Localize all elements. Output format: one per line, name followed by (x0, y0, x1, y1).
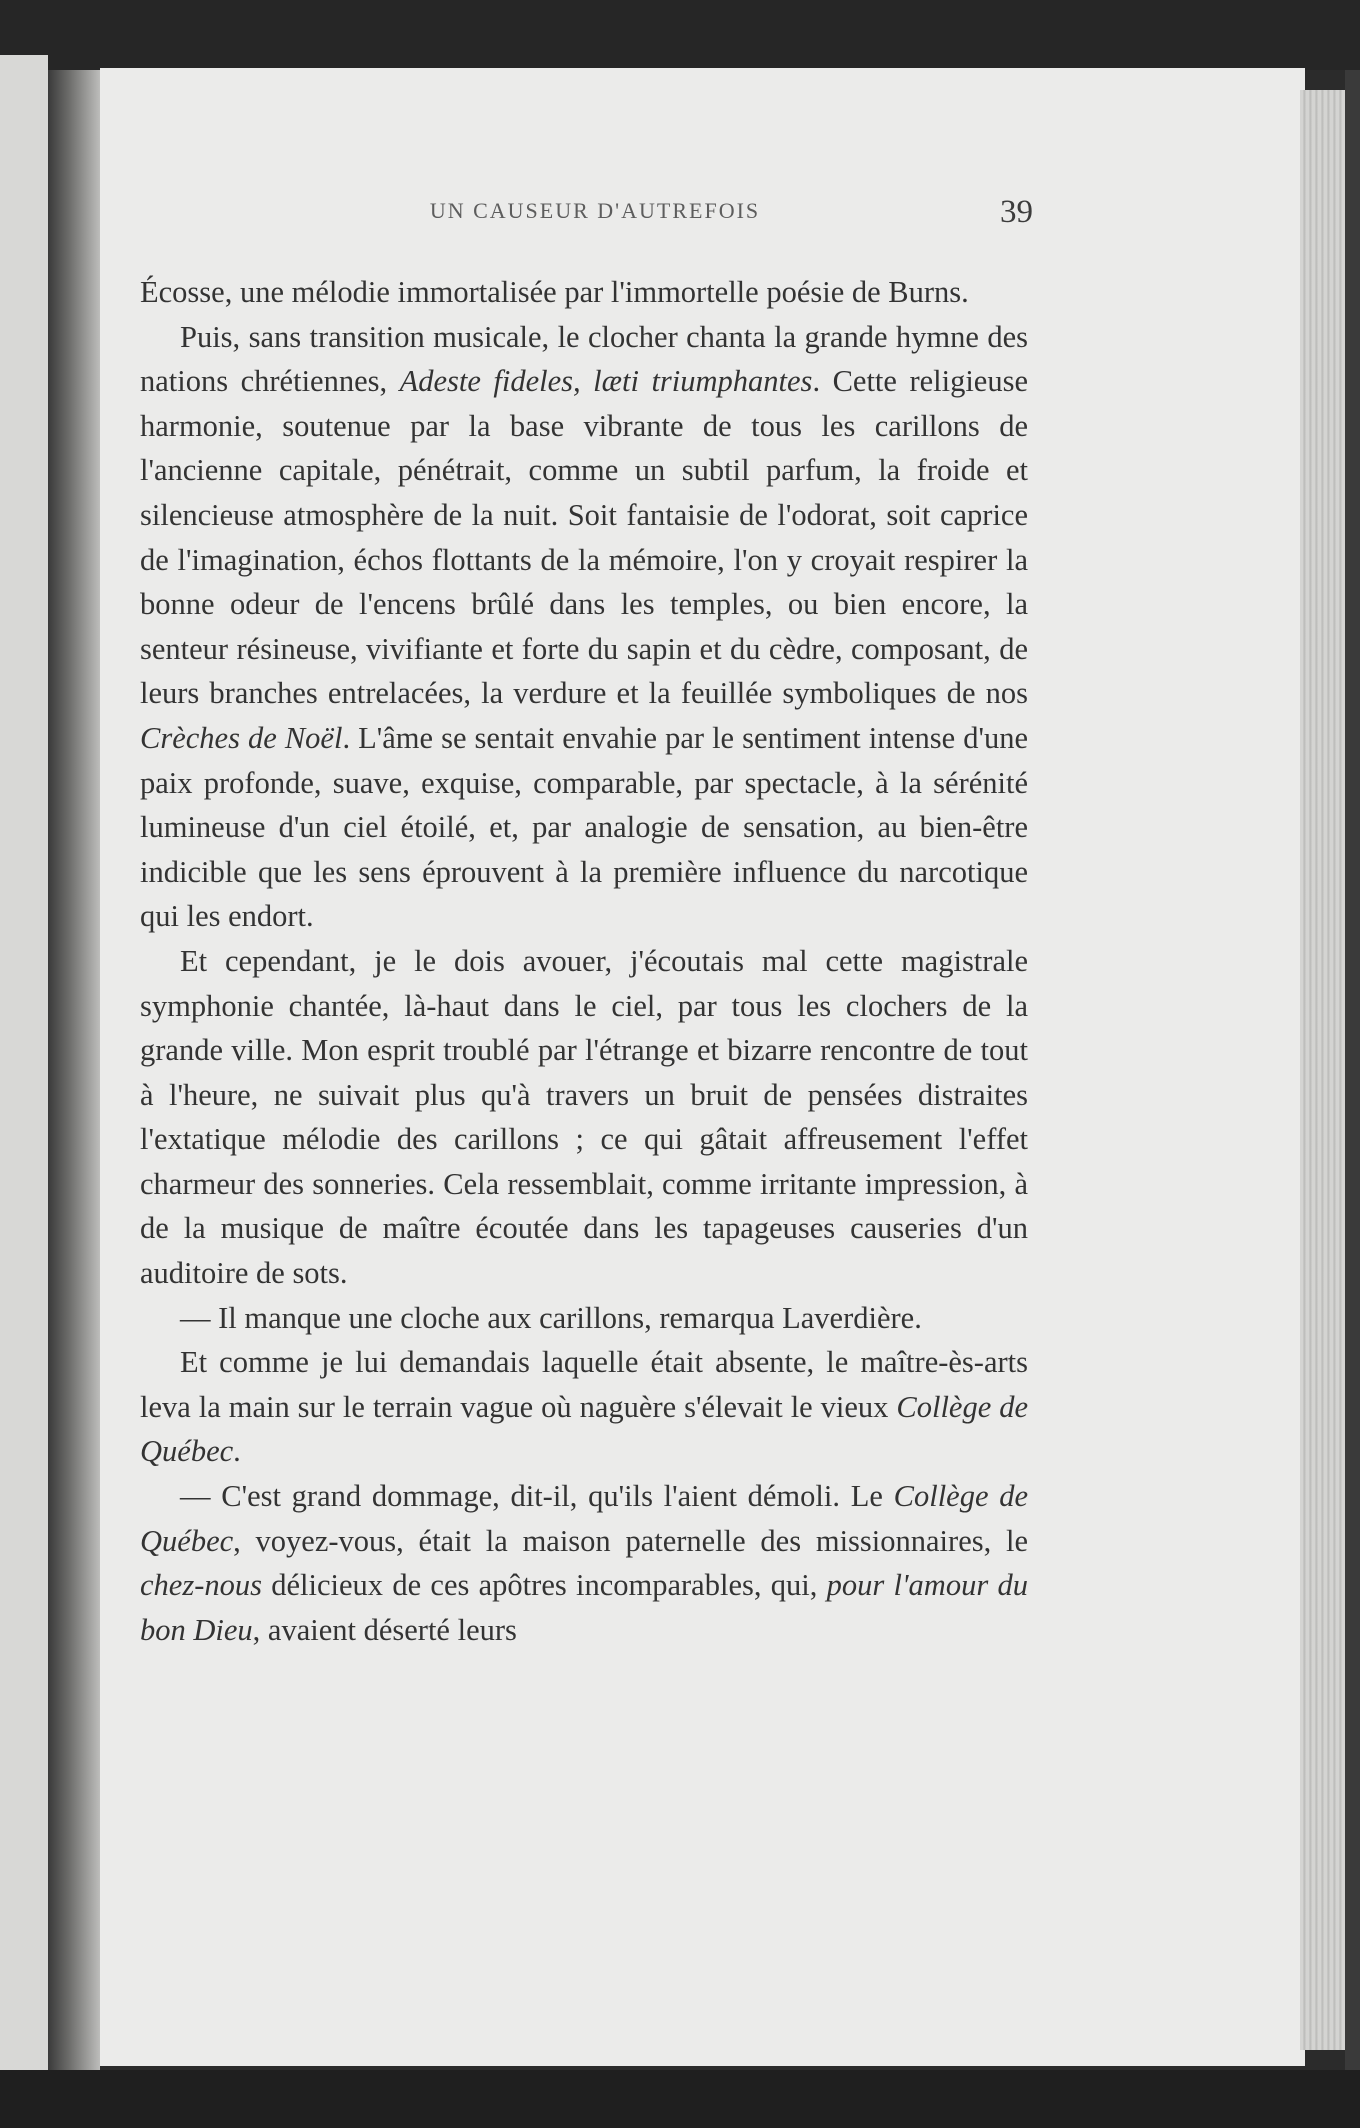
italic-creches: Crèches de Noël (140, 720, 343, 755)
italic-latin-hymn: Adeste fideles, læti triumphantes (399, 364, 813, 399)
scan-background-top (0, 0, 1360, 70)
scan-background-bottom (0, 2070, 1360, 2128)
paragraph-1: Écosse, une mélodie immortalisée par l'immortelle poésie de Burns. (140, 275, 969, 309)
book-gutter-shadow (48, 70, 100, 2070)
paragraph-3: Et cependant, je le dois avouer, j'écoutais mal cette magistrale symphonie chantée, là-haut dans le ciel, par tous les clochers de la grande ville. Mon esprit troublé par l'étrange et bizarre rencontre de tout à l'heure, ne suivait plus qu'à travers un bruit de pensées distraites l'extatique mélodie des carillons ; ce qui gâtait affreusement l'effet charmeur des sonneries. Cela ressemblait, comme irritante impression, à de la musique de maître écoutée dans les tapageuses causeries d'un auditoire de sots. (140, 943, 1028, 1291)
paragraph-5: Et comme je lui demandais laquelle était absente, le maître-ès-arts leva la main sur le terrain vague où naguère s'élevait le vieux Collège de Québec. (140, 1345, 1028, 1469)
italic-bon-dieu: pour l'amour du bon Dieu (140, 1568, 1028, 1647)
facing-page-edge (0, 55, 48, 2070)
italic-college-2: Collège de Québec (140, 1479, 1029, 1558)
paragraph-4: — Il manque une cloche aux carillons, remarqua Laverdière. (180, 1300, 922, 1335)
italic-chez-nous: chez-nous (140, 1568, 262, 1603)
paragraph-6: — C'est grand dommage, dit-il, qu'ils l'aient démoli. Le Collège de Québec, voyez-vous, était la maison paternelle des missionnaires, le chez-nous délicieux de ces apôtres incomparables, qui, pour l'amour du bon Dieu, avaient déserté leurs (140, 1479, 1029, 1647)
paragraph-2: Puis, sans transition musicale, le clocher chanta la grande hymne des nations chrétiennes, Adeste fideles, læti triumphantes. Cette religieuse harmonie, soutenue par la base vibrante de tous les carillons de l'ancienne capitale, pénétrait, comme un subtil parfum, la froide et silencieuse atmosphère de la nuit. Soit fantaisie de l'odorat, soit caprice de l'imagination, échos flottants de la mémoire, l'on y croyait respirer la bonne odeur de l'encens brûlé dans les temples, ou bien encore, la senteur résineuse, vivifiante et forte du sapin et du cèdre, composant, de leurs branches entrelacées, la verdure et la feuillée symboliques de nos Crèches de Noël. L'âme se sentait envahie par le sentiment intense d'une paix profonde, suave, exquise, comparable, par spectacle, à la sérénité lumineuse d'un ciel étoilé, et, par analogie de sensation, au bien-être indicible que les sens éprouvent à la première influence du narcotique qui les endort. (140, 319, 1029, 934)
running-head: UN CAUSEUR D'AUTREFOIS (429, 198, 761, 223)
page-number: 39 (1000, 194, 1033, 230)
scan-background-right (1345, 70, 1360, 2070)
body-text (140, 270, 1028, 1652)
italic-college: Collège de Québec (140, 1389, 1028, 1469)
